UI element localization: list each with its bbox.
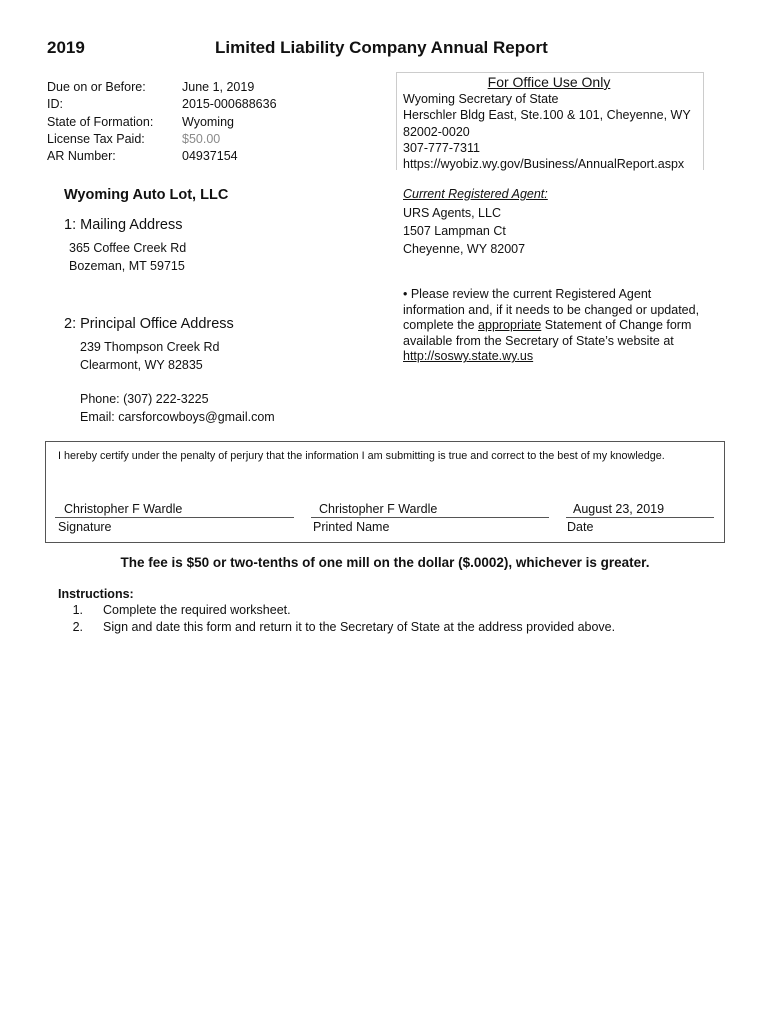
date-field[interactable]: August 23, 2019 xyxy=(573,502,665,516)
signature-label: Signature xyxy=(58,520,112,534)
license-tax-value: $50.00 xyxy=(182,131,221,146)
due-date-label: Due on or Before: xyxy=(47,80,146,94)
email-address: Email: carsforcowboys@gmail.com xyxy=(80,410,275,424)
date-line xyxy=(566,517,714,518)
contact-info xyxy=(80,390,275,426)
id-label: ID: xyxy=(47,97,63,112)
instructions-list xyxy=(58,602,658,635)
fee-statement: The fee is $50 or two-tenths of one mill on the dollar ($.0002), whichever is greater. xyxy=(120,555,650,570)
office-address xyxy=(403,91,703,172)
note-text-1: • Please review the current Registered Agent information and, if it needs to be changed or updated, complete the xyxy=(403,287,700,333)
mailing-street: 365 Coffee Creek Rd xyxy=(69,241,187,255)
registered-agent-heading: Current Registered Agent: xyxy=(403,187,548,201)
principal-address xyxy=(80,338,219,374)
list-item-text: Sign and date this form and return it to the Secretary of State at the address provided above. xyxy=(103,619,616,634)
list-item-number: 1. xyxy=(72,603,83,617)
state-of-formation-value: Wyoming xyxy=(182,114,234,129)
id-value: 2015-000688636 xyxy=(182,97,277,112)
list-item xyxy=(58,619,658,636)
printed-name-field[interactable]: Christopher F Wardle xyxy=(319,502,438,516)
office-line-name: Wyoming Secretary of State xyxy=(403,92,559,106)
office-line-phone: 307-777-7311 xyxy=(403,140,480,155)
mailing-address-heading: 1: Mailing Address xyxy=(64,217,183,233)
principal-city: Clearmont, WY 82835 xyxy=(80,358,203,372)
company-name: Wyoming Auto Lot, LLC xyxy=(64,187,229,203)
signature-field[interactable]: Christopher F Wardle xyxy=(64,502,183,516)
printed-name-line xyxy=(311,517,549,518)
license-tax-label: License Tax Paid: xyxy=(47,131,145,146)
page-title: Limited Liability Company Annual Report xyxy=(215,38,548,57)
office-line-street: Herschler Bldg East, Ste.100 & 101, Cheyenne, WY xyxy=(403,108,691,123)
mailing-address xyxy=(69,239,186,275)
report-year: 2019 xyxy=(47,38,85,57)
note-text-2: Statement of Change form available from the Secretary of State’s website at xyxy=(403,318,692,348)
agent-name: URS Agents, LLC xyxy=(403,206,501,220)
state-of-formation-label: State of Formation: xyxy=(47,114,154,129)
signature-line xyxy=(55,517,294,518)
principal-address-heading: 2: Principal Office Address xyxy=(64,316,234,332)
office-line-url[interactable]: https://wyobiz.wy.gov/Business/AnnualReport.aspx xyxy=(403,157,685,172)
info-labels xyxy=(47,79,153,165)
list-item xyxy=(58,602,658,619)
appropriate-link: appropriate xyxy=(478,318,542,333)
ar-number-label: AR Number: xyxy=(47,149,116,164)
instructions-heading: Instructions: xyxy=(58,587,134,601)
mailing-city: Bozeman, MT 59715 xyxy=(69,259,185,273)
printed-name-label: Printed Name xyxy=(313,520,390,534)
office-line-zip: 82002-0020 xyxy=(403,124,470,139)
ar-number-value: 04937154 xyxy=(182,149,238,164)
agent-street: 1507 Lampman Ct xyxy=(403,224,506,238)
sos-website-link[interactable]: http://soswy.state.wy.us xyxy=(403,349,534,364)
list-item-text: Complete the required worksheet. xyxy=(103,603,291,617)
phone-number: Phone: (307) 222-3225 xyxy=(80,392,209,406)
date-label: Date xyxy=(567,520,594,534)
list-item-number: 2. xyxy=(72,619,83,634)
due-date-value: June 1, 2019 xyxy=(182,80,255,94)
principal-street: 239 Thompson Creek Rd xyxy=(80,340,220,354)
registered-agent-address xyxy=(403,204,525,258)
certification-statement: I hereby certify under the penalty of perjury that the information I am submitting is true and correct to the best of my knowledge. xyxy=(58,450,665,462)
agent-city: Cheyenne, WY 82007 xyxy=(403,242,526,256)
office-use-heading: For Office Use Only xyxy=(487,74,611,90)
registered-agent-note xyxy=(403,287,713,365)
info-values xyxy=(182,79,277,165)
